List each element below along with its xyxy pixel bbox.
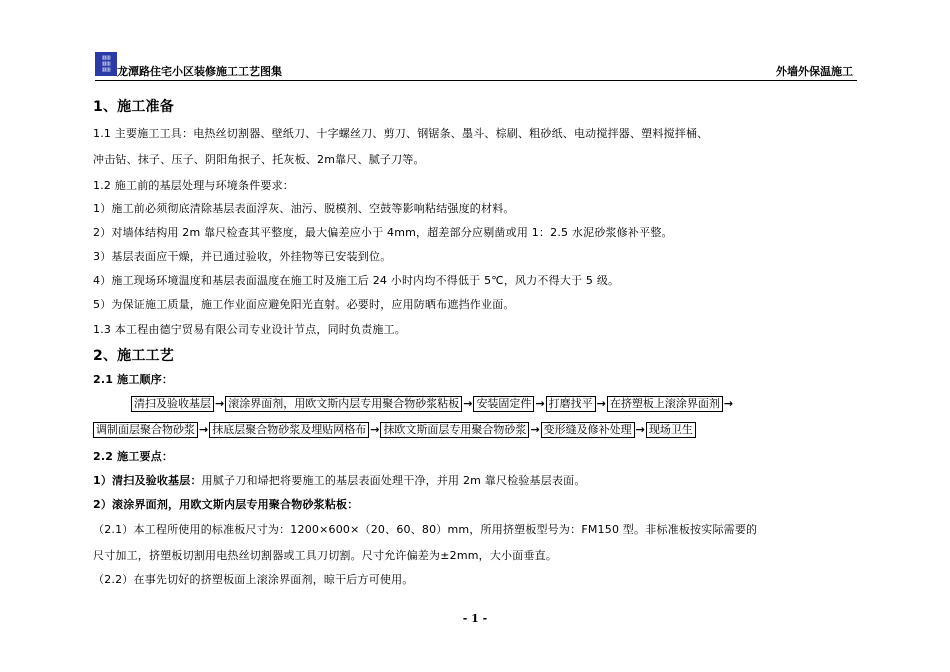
- subheading-2-1: 2.1 施工顺序：: [93, 373, 174, 386]
- flow-arrow-icon: →: [535, 397, 545, 410]
- page-header: [95, 50, 857, 81]
- subheading-2-2: 2.2 施工要点：: [93, 450, 174, 463]
- flow-arrow-icon: →: [463, 397, 473, 410]
- detail-2-label: 2）滚涂界面剂，用欧文斯内层专用聚合物砂浆粘板：: [93, 498, 359, 511]
- flow-step: 滚涂界面剂，用欧文斯内层专用聚合物砂浆粘板: [225, 396, 462, 412]
- flow-step: 清扫及验收基层: [131, 396, 214, 412]
- section-title: 外墙外保温施工: [776, 65, 853, 78]
- flow-step: 现场卫生: [646, 422, 696, 438]
- flow-step: 调制面层聚合物砂浆: [93, 422, 198, 438]
- condition-3: 3）基层表面应干燥，并已通过验收，外挂物等已安装到位。: [93, 250, 392, 263]
- flow-arrow-icon: →: [723, 397, 734, 410]
- condition-4: 4）施工现场环境温度和基层表面温度在施工时及施工后 24 小时内均不得低于 5℃，风力不得大于 5 级。: [93, 274, 620, 287]
- condition-5: 5）为保证施工质量，施工作业面应避免阳光直射。必要时，应用防晒布遮挡作业面。: [93, 298, 515, 311]
- company-logo: ▥▥ ▥▥ ▥▥: [95, 52, 117, 76]
- detail-2-1b: 尺寸加工，挤塑板切割用电热丝切割器或工具刀切割。尺寸允许偏差为±2mm，大小面垂直。: [93, 549, 558, 562]
- flow-arrow-icon: →: [530, 423, 540, 436]
- flow-step: 在挤塑板上滚涂界面剂: [607, 396, 723, 412]
- flow-step: 抹底层聚合物砂浆及埋贴网格布: [209, 422, 369, 438]
- detail-1-label: 1）清扫及验收基层：: [93, 474, 202, 487]
- detail-1-text: 用腻子刀和埽把将要施工的基层表面处理干净，并用 2m 靠尺检验基层表面。: [201, 474, 586, 487]
- flow-step: 打磨找平: [546, 396, 596, 412]
- flow-step: 抹欧文斯面层专用聚合物砂浆: [380, 422, 529, 438]
- condition-1: 1）施工前必须彻底清除基层表面浮灰、油污、脱模剂、空鼓等影响粘结强度的材料。: [93, 202, 515, 215]
- document-title: 龙潭路住宅小区装修施工工艺图集: [117, 65, 282, 78]
- process-flow-row-2: [93, 422, 696, 438]
- detail-2-1a: （2.1）本工程所使用的标准板尺寸为：1200×600×（20、60、80）mm，所用挤塑板型号为：FM150 型。非标准板按实际需要的: [93, 523, 758, 536]
- flow-step: 变形缝及修补处理: [541, 422, 635, 438]
- paragraph-1-1b: 冲击钻、抹子、压子、阴阳角抿子、托灰板、2m靠尺、腻子刀等。: [93, 153, 425, 166]
- process-flow-row-1: [131, 396, 734, 412]
- flow-arrow-icon: →: [199, 423, 209, 436]
- detail-1: [93, 472, 586, 488]
- heading-1: 1、施工准备: [93, 99, 174, 115]
- flow-step: 安装固定件: [473, 396, 534, 412]
- page-number: - 1 -: [462, 612, 488, 625]
- paragraph-1-1a: 1.1 主要施工工具：电热丝切割器、壁纸刀、十字螺丝刀、剪刀、钢锯条、墨斗、棕刷、粗砂纸、电动搅拌器、塑料搅拌桶、: [93, 127, 709, 140]
- paragraph-1-2: 1.2 施工前的基层处理与环境条件要求：: [93, 179, 294, 192]
- paragraph-1-3: 1.3 本工程由德宁贸易有限公司专业设计节点，同时负责施工。: [93, 323, 406, 336]
- heading-2: 2、施工工艺: [93, 348, 174, 364]
- flow-arrow-icon: →: [370, 423, 380, 436]
- flow-arrow-icon: →: [635, 423, 645, 436]
- flow-arrow-icon: →: [215, 397, 225, 410]
- flow-arrow-icon: →: [596, 397, 606, 410]
- detail-2-2: （2.2）在事先切好的挤塑板面上滚涂界面剂，晾干后方可使用。: [93, 573, 414, 586]
- condition-2: 2）对墙体结构用 2m 靠尺检查其平整度，最大偏差应小于 4mm，超差部分应剔凿或用 1：2.5 水泥砂浆修补平整。: [93, 226, 673, 239]
